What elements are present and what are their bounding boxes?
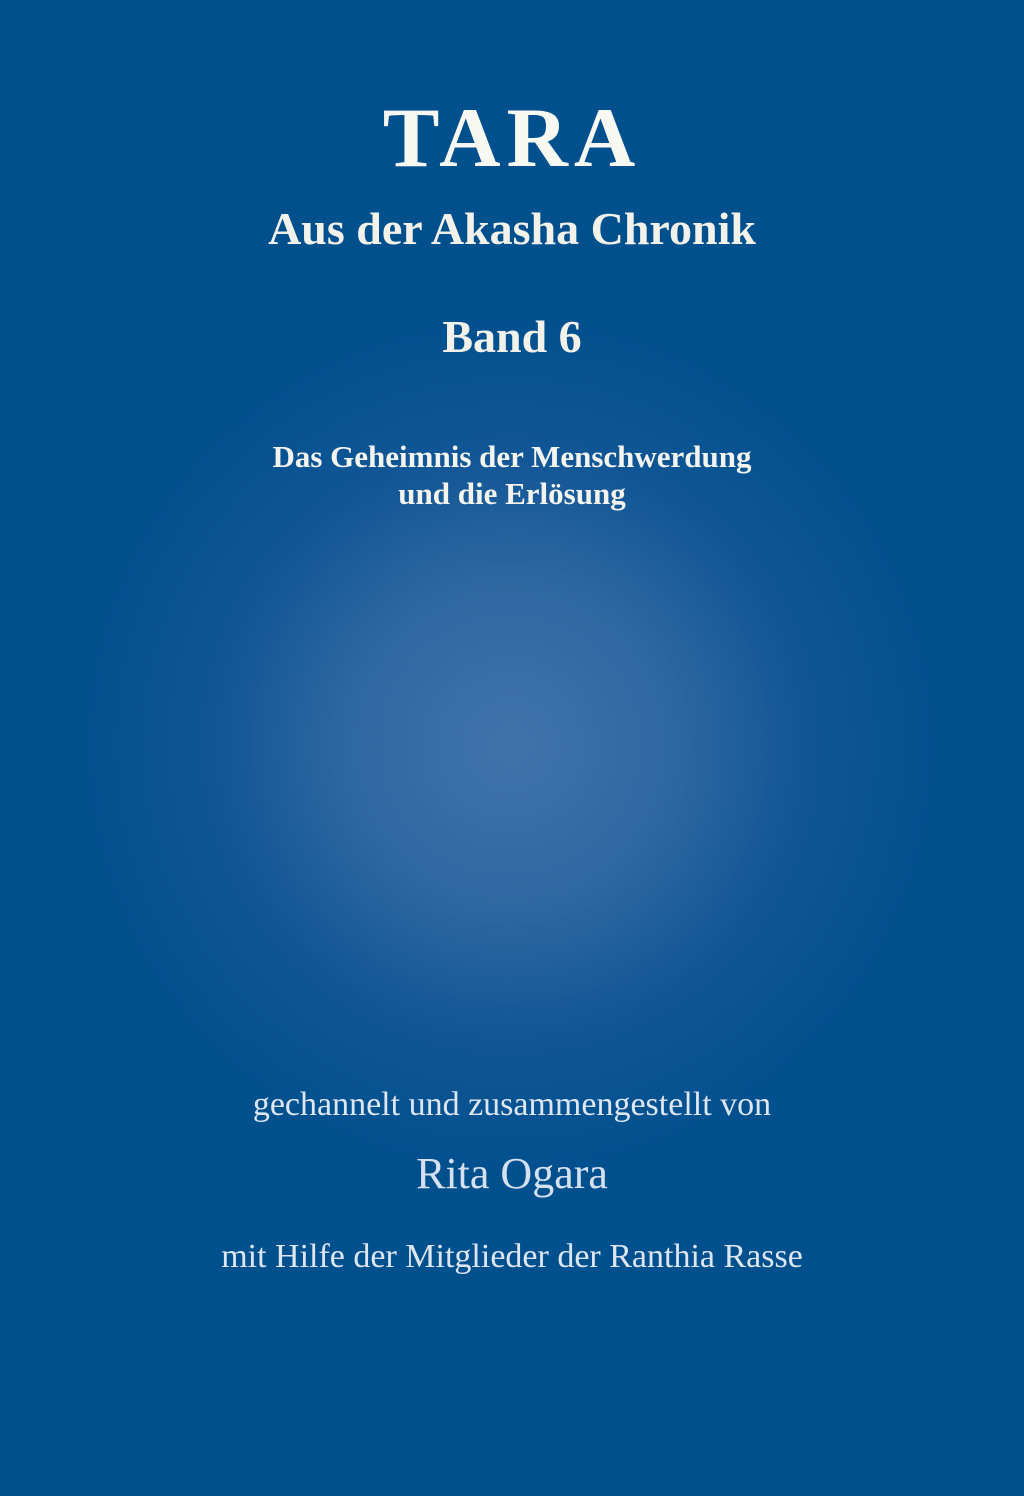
tagline-line-2: und die Erlösung <box>398 476 626 511</box>
volume-label: Band 6 <box>442 311 582 362</box>
acknowledgment-line: mit Hilfe der Mitglieder der Ranthia Rasse <box>221 1238 803 1275</box>
tagline <box>0 438 1024 512</box>
tagline-line-1: Das Geheimnis der Menschwerdung <box>272 439 752 474</box>
credit-line: gechannelt und zusammengestellt von <box>252 1086 772 1123</box>
author-name: Rita Ogara <box>416 1149 608 1198</box>
book-subtitle: Aus der Akasha Chronik <box>268 203 756 254</box>
book-title: TARA <box>382 91 642 185</box>
